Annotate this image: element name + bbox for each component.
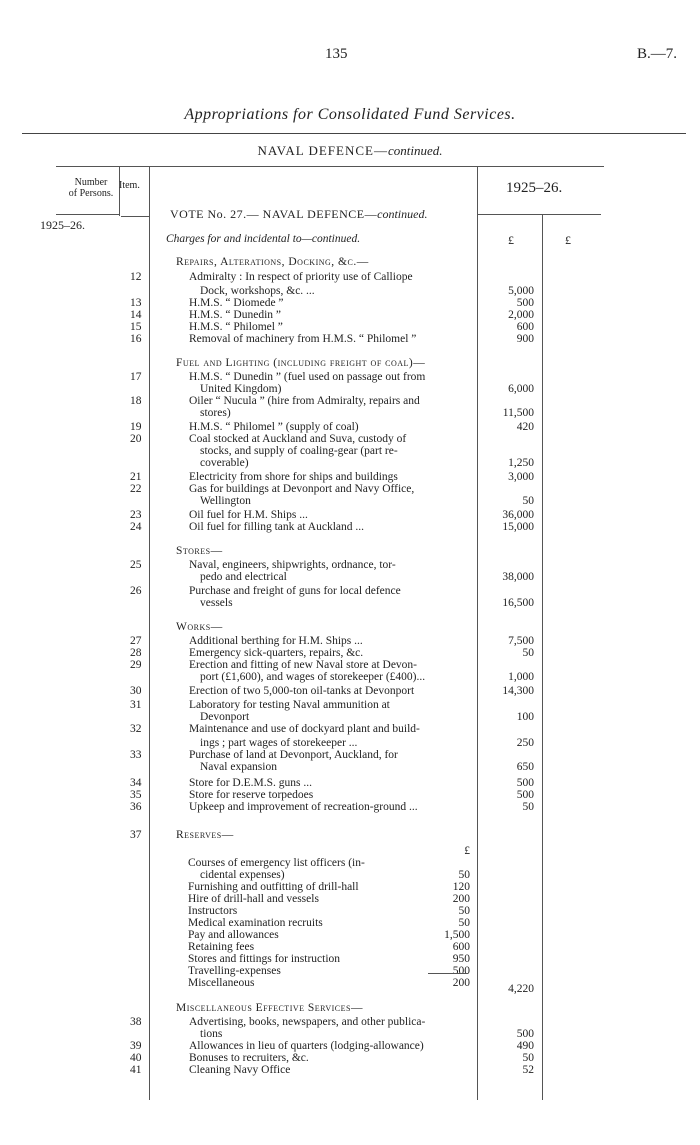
row-text: H.M.S. “ Philomel ” (supply of coal) <box>189 421 359 433</box>
table-row <box>0 271 700 283</box>
row-text: Erection of two 5,000-ton oil-tanks at Devonport <box>189 685 415 697</box>
item-number: 16 <box>130 333 142 345</box>
item-number: 41 <box>130 1064 142 1076</box>
row-amount: 6,000 <box>508 383 534 395</box>
table-row <box>0 699 700 711</box>
item-number: 38 <box>130 1016 142 1028</box>
reserves-total-row <box>0 983 700 995</box>
charges-subheading: Charges for and incidental to—continued. <box>166 233 361 245</box>
vote-heading-continued: continued. <box>377 207 428 221</box>
row-amount: 100 <box>516 711 534 723</box>
reserves-pound-row <box>0 845 700 857</box>
table-row <box>0 371 700 383</box>
row-text: Admiralty : In respect of priority use of Calliope <box>189 271 413 283</box>
row-amount: 420 <box>516 421 534 433</box>
section-title <box>0 143 700 159</box>
row-text: vessels <box>200 597 233 609</box>
year-head-rule <box>477 214 601 215</box>
reserves-row <box>0 965 700 977</box>
table-row <box>0 1028 700 1040</box>
reserves-item-text: Instructors <box>188 905 238 917</box>
row-text: Naval, engineers, shipwrights, ordnance, tor- <box>189 559 396 571</box>
reserves-row <box>0 941 700 953</box>
table-row <box>0 789 700 801</box>
row-text: ings ; part wages of storekeeper ... <box>200 737 358 749</box>
table-row <box>0 495 700 507</box>
reserves-item-text: Retaining fees <box>188 941 255 953</box>
section-heading: Reserves— <box>176 829 234 841</box>
page-title: Appropriations for Consolidated Fund Services. <box>184 106 516 123</box>
item-number: 22 <box>130 483 142 495</box>
table-row <box>0 483 700 495</box>
table-row <box>0 711 700 723</box>
reserves-row <box>0 953 700 965</box>
row-text: port (£1,600), and wages of storekeeper (£400)... <box>200 671 426 683</box>
reserves-item-amount: 50 <box>458 917 470 929</box>
row-text: Oil fuel for H.M. Ships ... <box>189 509 308 521</box>
item-number: 19 <box>130 421 142 433</box>
item-number: 39 <box>130 1040 142 1052</box>
row-text: Coal stocked at Auckland and Suva, custody of <box>189 433 407 445</box>
row-amount: 1,000 <box>508 671 534 683</box>
section-heading: Miscellaneous Effective Services— <box>176 1002 363 1014</box>
item-number: 29 <box>130 659 142 671</box>
table-row <box>0 509 700 521</box>
item-head-rule <box>121 216 149 217</box>
row-amount: 52 <box>522 1064 534 1076</box>
reserves-row <box>0 881 700 893</box>
row-text: Laboratory for testing Naval ammunition at <box>189 699 390 711</box>
row-text: Gas for buildings at Devonport and Navy Office, <box>189 483 415 495</box>
item-number: 21 <box>130 471 142 483</box>
row-amount: 50 <box>522 647 534 659</box>
row-amount: 50 <box>522 801 534 813</box>
row-amount: 15,000 <box>502 521 534 533</box>
table-row <box>0 647 700 659</box>
table-row <box>0 256 700 268</box>
table-row <box>0 445 700 457</box>
row-amount: 500 <box>516 789 534 801</box>
row-amount: 5,000 <box>508 285 534 297</box>
table-row <box>0 285 700 297</box>
item-number: 15 <box>130 321 142 333</box>
row-text: Upkeep and improvement of recreation-ground ... <box>189 801 418 813</box>
reserves-item-text: Pay and allowances <box>188 929 279 941</box>
item-number: 33 <box>130 749 142 761</box>
title-rule <box>22 133 686 134</box>
row-text: Oil fuel for filling tank at Auckland ... <box>189 521 365 533</box>
row-amount: 50 <box>522 1052 534 1064</box>
row-text: Wellington <box>200 495 251 507</box>
reserves-total-amount: 4,220 <box>508 983 534 995</box>
table-row <box>0 559 700 571</box>
persons-year: 1925–26. <box>40 218 85 232</box>
item-number: 31 <box>130 699 142 711</box>
document-reference: B.—7. <box>637 46 678 62</box>
page-number: 135 <box>325 46 348 62</box>
table-row <box>0 457 700 469</box>
section-title-continued: continued. <box>387 143 443 158</box>
item-number: 34 <box>130 777 142 789</box>
section-title-main: NAVAL DEFENCE— <box>257 143 388 158</box>
table-row <box>0 571 700 583</box>
row-amount: 3,000 <box>508 471 534 483</box>
row-amount: 600 <box>516 321 534 333</box>
table-row <box>0 597 700 609</box>
row-text: Additional berthing for H.M. Ships ... <box>189 635 363 647</box>
table-row <box>0 1052 700 1064</box>
row-text: Store for D.E.M.S. guns ... <box>189 777 312 789</box>
vote-heading <box>170 207 427 222</box>
row-amount: 500 <box>516 297 534 309</box>
row-text: Removal of machinery from H.M.S. “ Philomel ” <box>189 333 417 345</box>
table-row <box>0 471 700 483</box>
reserves-item-amount: 200 <box>452 893 470 905</box>
table-row <box>0 659 700 671</box>
row-amount: 500 <box>516 777 534 789</box>
item-number: 35 <box>130 789 142 801</box>
reserves-item-amount: 50 <box>458 905 470 917</box>
row-amount: 36,000 <box>502 509 534 521</box>
row-text: Oiler “ Nucula ” (hire from Admiralty, repairs and <box>189 395 420 407</box>
row-amount: 14,300 <box>502 685 534 697</box>
row-amount: 2,000 <box>508 309 534 321</box>
table-row <box>0 297 700 309</box>
table-row <box>0 801 700 813</box>
reserves-row <box>0 869 700 881</box>
row-text: Store for reserve torpedoes <box>189 789 314 801</box>
row-text: Naval expansion <box>200 761 277 773</box>
row-text: Cleaning Navy Office <box>189 1064 291 1076</box>
row-text: Allowances in lieu of quarters (lodging-allowance) <box>189 1040 424 1052</box>
row-text: Dock, workshops, &c. ... <box>200 285 315 297</box>
pound-sign-col1: £ <box>508 233 514 247</box>
item-number: 30 <box>130 685 142 697</box>
table-row <box>0 433 700 445</box>
row-amount: 500 <box>516 1028 534 1040</box>
table-row <box>0 407 700 419</box>
reserves-item-text: Furnishing and outfitting of drill-hall <box>188 881 359 893</box>
item-number: 23 <box>130 509 142 521</box>
item-number: 18 <box>130 395 142 407</box>
reserves-item-text: Medical examination recruits <box>188 917 323 929</box>
table-row <box>0 777 700 789</box>
item-number: 13 <box>130 297 142 309</box>
year-header: 1925–26. <box>506 180 563 196</box>
reserves-row <box>0 857 700 869</box>
reserves-total-rule <box>428 973 468 974</box>
row-amount: 1,250 <box>508 457 534 469</box>
row-amount: 490 <box>516 1040 534 1052</box>
row-text: Advertising, books, newspapers, and other publica- <box>189 1016 426 1028</box>
item-number: 40 <box>130 1052 142 1064</box>
row-text: coverable) <box>200 457 249 469</box>
reserves-item-text: Travelling-expenses <box>188 965 281 977</box>
table-row <box>0 521 700 533</box>
table-row <box>0 621 700 633</box>
number-of-persons-header <box>56 177 126 199</box>
item-number: 36 <box>130 801 142 813</box>
table-row <box>0 1002 700 1014</box>
row-text: Devonport <box>200 711 250 723</box>
item-header: Item. <box>119 180 140 191</box>
number-of-persons-line2: of Persons. <box>68 188 114 199</box>
table-row <box>0 635 700 647</box>
item-number: 25 <box>130 559 142 571</box>
section-heading: Works— <box>176 621 223 633</box>
row-amount: 250 <box>516 737 534 749</box>
reserves-row <box>0 905 700 917</box>
table-row <box>0 421 700 433</box>
table-row <box>0 685 700 697</box>
pound-sign-col2: £ <box>565 233 571 247</box>
item-number: 32 <box>130 723 142 735</box>
reserves-item-amount: 50 <box>458 869 470 881</box>
row-text: H.M.S. “ Philomel ” <box>189 321 283 333</box>
number-of-persons-line1: Number <box>74 177 108 188</box>
table-row <box>0 671 700 683</box>
table-row <box>0 737 700 749</box>
item-number: 14 <box>130 309 142 321</box>
row-text: Purchase and freight of guns for local defence <box>189 585 401 597</box>
row-text: stores) <box>200 407 231 419</box>
section-heading: Stores— <box>176 545 223 557</box>
persons-head-rule <box>56 214 119 215</box>
table-row <box>0 545 700 557</box>
item-number: 17 <box>130 371 142 383</box>
row-amount: 16,500 <box>502 597 534 609</box>
row-text: stocks, and supply of coaling-gear (part re- <box>200 445 398 457</box>
row-amount: 900 <box>516 333 534 345</box>
row-amount: 11,500 <box>502 407 534 419</box>
reserves-row <box>0 893 700 905</box>
item-number: 24 <box>130 521 142 533</box>
row-amount: 38,000 <box>502 571 534 583</box>
row-amount: 650 <box>516 761 534 773</box>
reserves-item-text: Miscellaneous <box>188 977 255 989</box>
vote-heading-main: VOTE No. 27.— NAVAL DEFENCE— <box>170 207 378 221</box>
reserves-item-text: cidental expenses) <box>200 869 285 881</box>
section-heading: Fuel and Lighting (including freight of coal)— <box>176 357 426 369</box>
row-amount: 50 <box>522 495 534 507</box>
table-row <box>0 585 700 597</box>
item-number: 26 <box>130 585 142 597</box>
reserves-row <box>0 929 700 941</box>
reserves-item-amount: 200 <box>452 977 470 989</box>
row-text: H.M.S. “ Diomede ” <box>189 297 284 309</box>
reserves-pound-sign: £ <box>464 845 470 857</box>
table-row <box>0 761 700 773</box>
table-row <box>0 1016 700 1028</box>
row-text: Purchase of land at Devonport, Auckland, for <box>189 749 398 761</box>
row-text: tions <box>200 1028 223 1040</box>
row-text: H.M.S. “ Dunedin ” (fuel used on passage out from <box>189 371 426 383</box>
reserves-item-amount: 950 <box>452 953 470 965</box>
row-text: Bonuses to recruiters, &c. <box>189 1052 309 1064</box>
item-number: 20 <box>130 433 142 445</box>
item-number: 12 <box>130 271 142 283</box>
reserves-item-text: Stores and fittings for instruction <box>188 953 341 965</box>
row-text: H.M.S. “ Dunedin ” <box>189 309 281 321</box>
row-text: Electricity from shore for ships and buildings <box>189 471 398 483</box>
row-amount: 7,500 <box>508 635 534 647</box>
table-row <box>0 749 700 761</box>
table-row <box>0 723 700 735</box>
section-heading: Repairs, Alterations, Docking, &c.— <box>176 256 369 268</box>
reserves-item-amount: 600 <box>452 941 470 953</box>
table-row <box>0 357 700 369</box>
reserves-item-text: Hire of drill-hall and vessels <box>188 893 319 905</box>
item-number: 28 <box>130 647 142 659</box>
reserves-row <box>0 917 700 929</box>
row-text: Erection and fitting of new Naval store at Devon- <box>189 659 418 671</box>
table-row <box>0 1064 700 1076</box>
reserves-item-amount: 500 <box>452 965 470 977</box>
row-text: Maintenance and use of dockyard plant and build- <box>189 723 420 735</box>
table-row <box>0 321 700 333</box>
table-row <box>0 333 700 345</box>
row-text: Emergency sick-quarters, repairs, &c. <box>189 647 364 659</box>
table-row <box>0 1040 700 1052</box>
item-number: 27 <box>130 635 142 647</box>
row-text: pedo and electrical <box>200 571 287 583</box>
reserves-item-amount: 120 <box>452 881 470 893</box>
item-number: 37 <box>130 829 142 841</box>
table-row <box>0 309 700 321</box>
reserves-item-amount: 1,500 <box>444 929 470 941</box>
table-row <box>0 395 700 407</box>
table-row <box>0 383 700 395</box>
table-row <box>0 829 700 841</box>
table-top-rule <box>56 166 604 167</box>
row-text: United Kingdom) <box>200 383 282 395</box>
reserves-item-text: Courses of emergency list officers (in- <box>188 857 365 869</box>
